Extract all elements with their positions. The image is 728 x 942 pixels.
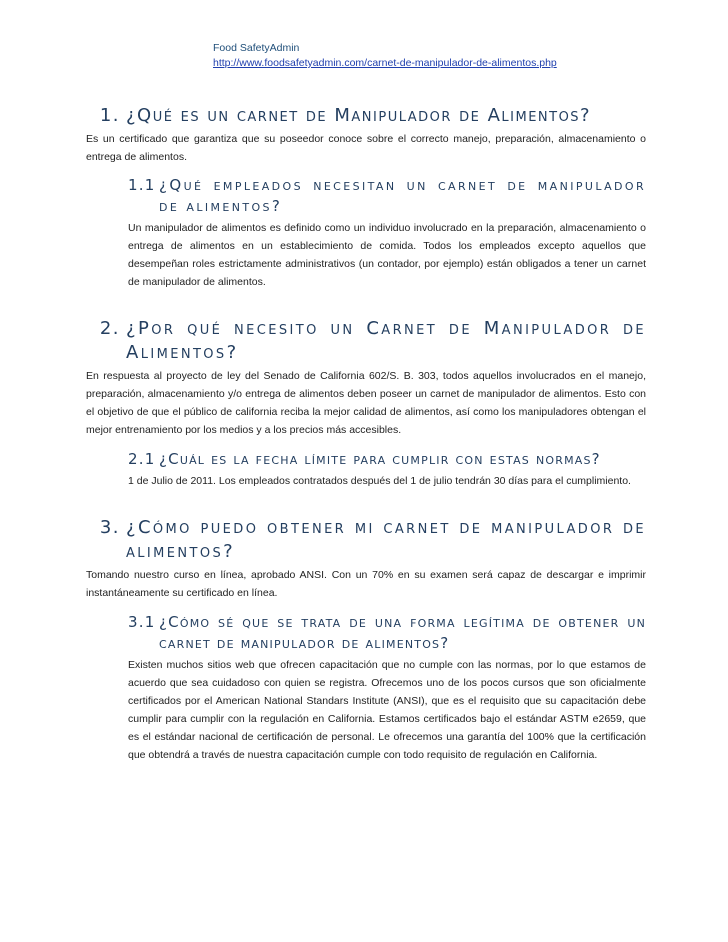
subsection-3-1-title: ¿Cómo sé que se trata de una forma legítima de obtener un carnet de manipulador de alimentos? <box>159 613 646 652</box>
subsection-2-1-heading <box>128 449 646 470</box>
section-1-body: Es un certificado que garantiza que su poseedor conoce sobre el correcto manejo, preparación, almacenamiento o entrega de alimentos. <box>86 133 646 163</box>
section-1 <box>86 104 646 291</box>
subsection-2-1-number: 2.1 <box>128 450 156 468</box>
section-1-title: ¿Qué es un carnet de Manipulador de Alimentos? <box>126 105 592 126</box>
section-2-number: 2. <box>99 318 120 339</box>
subsection-3-1-number: 3.1 <box>128 613 156 631</box>
subsection-3-1-body: Existen muchos sitios web que ofrecen capacitación que no cumple con las normas, por lo que estamos de acuerdo que sea cuidadoso con quien se registra. Ofrecemos uno de los pocos cursos que son oficialmente certificados por el American National Standars Institute (ANSI), que es el requisito que su capacitación debe cumplir para cumplir con la regulación en California. Estamos certificados bajo el estándar ASTM e2659, que es el estándar nacional de certificación de personal. Le ofrecemos una garantía del 100% que la certificación que obtendrá a través de nuestra capacitación cumple con todo requisito de regulación en California. <box>128 659 646 761</box>
header-brand: Food SafetyAdmin <box>213 42 300 54</box>
section-2-heading <box>86 317 646 365</box>
subsection-1-1-title: ¿Qué empleados necesitan un carnet de manipulador de alimentos? <box>159 176 646 215</box>
subsection-1-1-number: 1.1 <box>128 176 156 194</box>
section-3-number: 3. <box>99 517 120 538</box>
header-url-link[interactable]: http://www.foodsafetyadmin.com/carnet-de-manipulador-de-alimentos.php <box>213 57 557 69</box>
section-3-body: Tomando nuestro curso en línea, aprobado ANSI. Con un 70% en su examen será capaz de descargar e imprimir instantáneamente su certificado en línea. <box>86 569 646 599</box>
section-2 <box>86 317 646 490</box>
page-header <box>213 41 557 71</box>
section-1-number: 1. <box>99 105 120 126</box>
section-1-heading <box>86 104 646 128</box>
document-content <box>86 104 646 764</box>
subsection-3-1-heading <box>128 612 646 654</box>
section-3-title: ¿Cómo puedo obtener mi carnet de manipulador de alimentos? <box>126 517 646 562</box>
subsection-2-1-body: 1 de Julio de 2011. Los empleados contratados después del 1 de julio tendrán 30 días para el cumplimiento. <box>128 475 631 487</box>
section-2-title: ¿Por qué necesito un Carnet de Manipulador de Alimentos? <box>126 318 646 363</box>
section-3 <box>86 516 646 764</box>
section-3-heading <box>86 516 646 564</box>
subsection-1-1-heading <box>128 175 646 217</box>
subsection-2-1-title: ¿Cuál es la fecha límite para cumplir con estas normas? <box>159 450 601 468</box>
section-2-body: En respuesta al proyecto de ley del Senado de California 602/S. B. 303, todos aquellos involucrados en el manejo, preparación, almacenamiento y/o entrega de alimentos deben poseer un carnet de manipulador de alimentos. Esto con el objetivo de que el público de california reciba la mejor calidad de alimentos, así como los manipuladores obtengan el mejor entrenamiento por los medios y a los precios más accesibles. <box>86 370 646 436</box>
subsection-1-1-body: Un manipulador de alimentos es definido como un individuo involucrado en la preparación, almacenamiento o entrega de alimentos en un establecimiento de comida. Todos los empleados excepto aquellos que desempeñan roles estrictamente administrativos (un contador, por ejemplo) están obligados a tener un carnet de manipulador de alimentos. <box>128 222 646 288</box>
